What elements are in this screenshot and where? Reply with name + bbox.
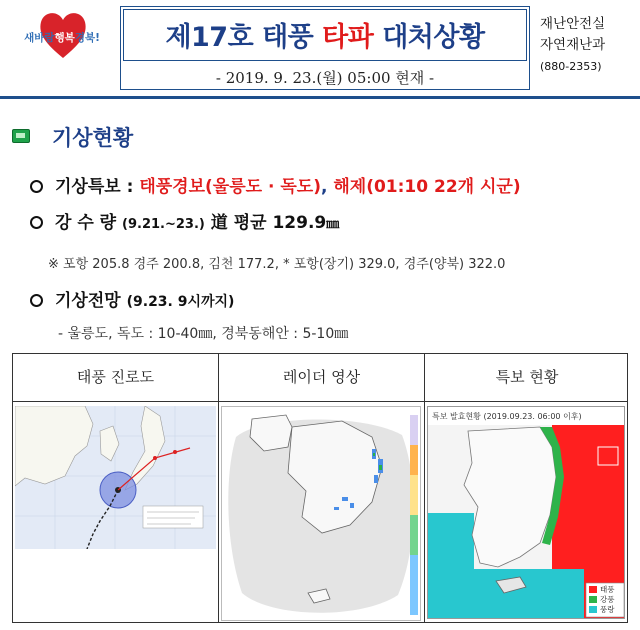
department-info [540,14,636,77]
logo-text-2: 행복 [54,32,75,44]
legend-typhoon: 태풍 [600,585,615,594]
dept-phone: (880-2353) [540,60,602,73]
header-divider [0,96,640,99]
header-radar: 레이더 영상 [282,368,361,386]
circle-bullet-icon [30,216,43,229]
forecast-row: 기상전망 (9.23. 9시까지) [30,286,234,311]
forecast-detail: - 울릉도, 독도 : 10-40㎜, 경북동해안 : 5-10㎜ [58,326,349,342]
logo-text-3: 경북! [74,32,100,44]
gyeongbuk-logo [8,8,116,68]
warning-map-caption: 특보 발효현황 (2019.09.23. 06:00 이후) [432,412,582,421]
radar-image [221,406,421,621]
section-icon [12,129,30,143]
warning-status: 태풍경보(울릉도 · 독도) [139,177,321,197]
legend-gale: 강풍 [600,595,615,604]
warning-status-map [427,406,625,619]
dept-line-2: 자연재난과 [540,37,606,53]
logo-text-1: 새바람 [24,32,55,44]
title-box [120,6,530,90]
header-typhoon-track: 태풍 진로도 [76,368,155,386]
report-date: - 2019. 9. 23.(월) 05:00 현재 - [215,69,435,87]
dept-line-1: 재난안전실 [540,16,606,32]
header-warning-status: 특보 현황 [495,368,559,386]
rainfall-row: 강 수 량 (9.21.~23.) 道 평균 129.9㎜ [30,208,339,233]
circle-bullet-icon [30,180,43,193]
section-title: 기상현황 [52,126,134,150]
legend-high-seas: 풍랑 [600,605,615,614]
typhoon-name: 타파 [322,22,374,53]
image-table [12,353,628,623]
rainfall-detail: ※ 포항 205.8 경주 200.8, 김천 177.2, * 포항(장기) 329.0, 경주(양북) 322.0 [48,257,506,272]
page-title: 제17호 태풍 타파 대처상황 [165,22,485,53]
weather-warning-row: 기상특보 : 태풍경보(울릉도 · 독도), 해제(01:10 22개 시군) [30,172,521,197]
typhoon-track-map [15,406,216,549]
circle-bullet-icon [30,294,43,307]
warning-lifted: 해제(01:10 22개 시군) [333,177,521,197]
